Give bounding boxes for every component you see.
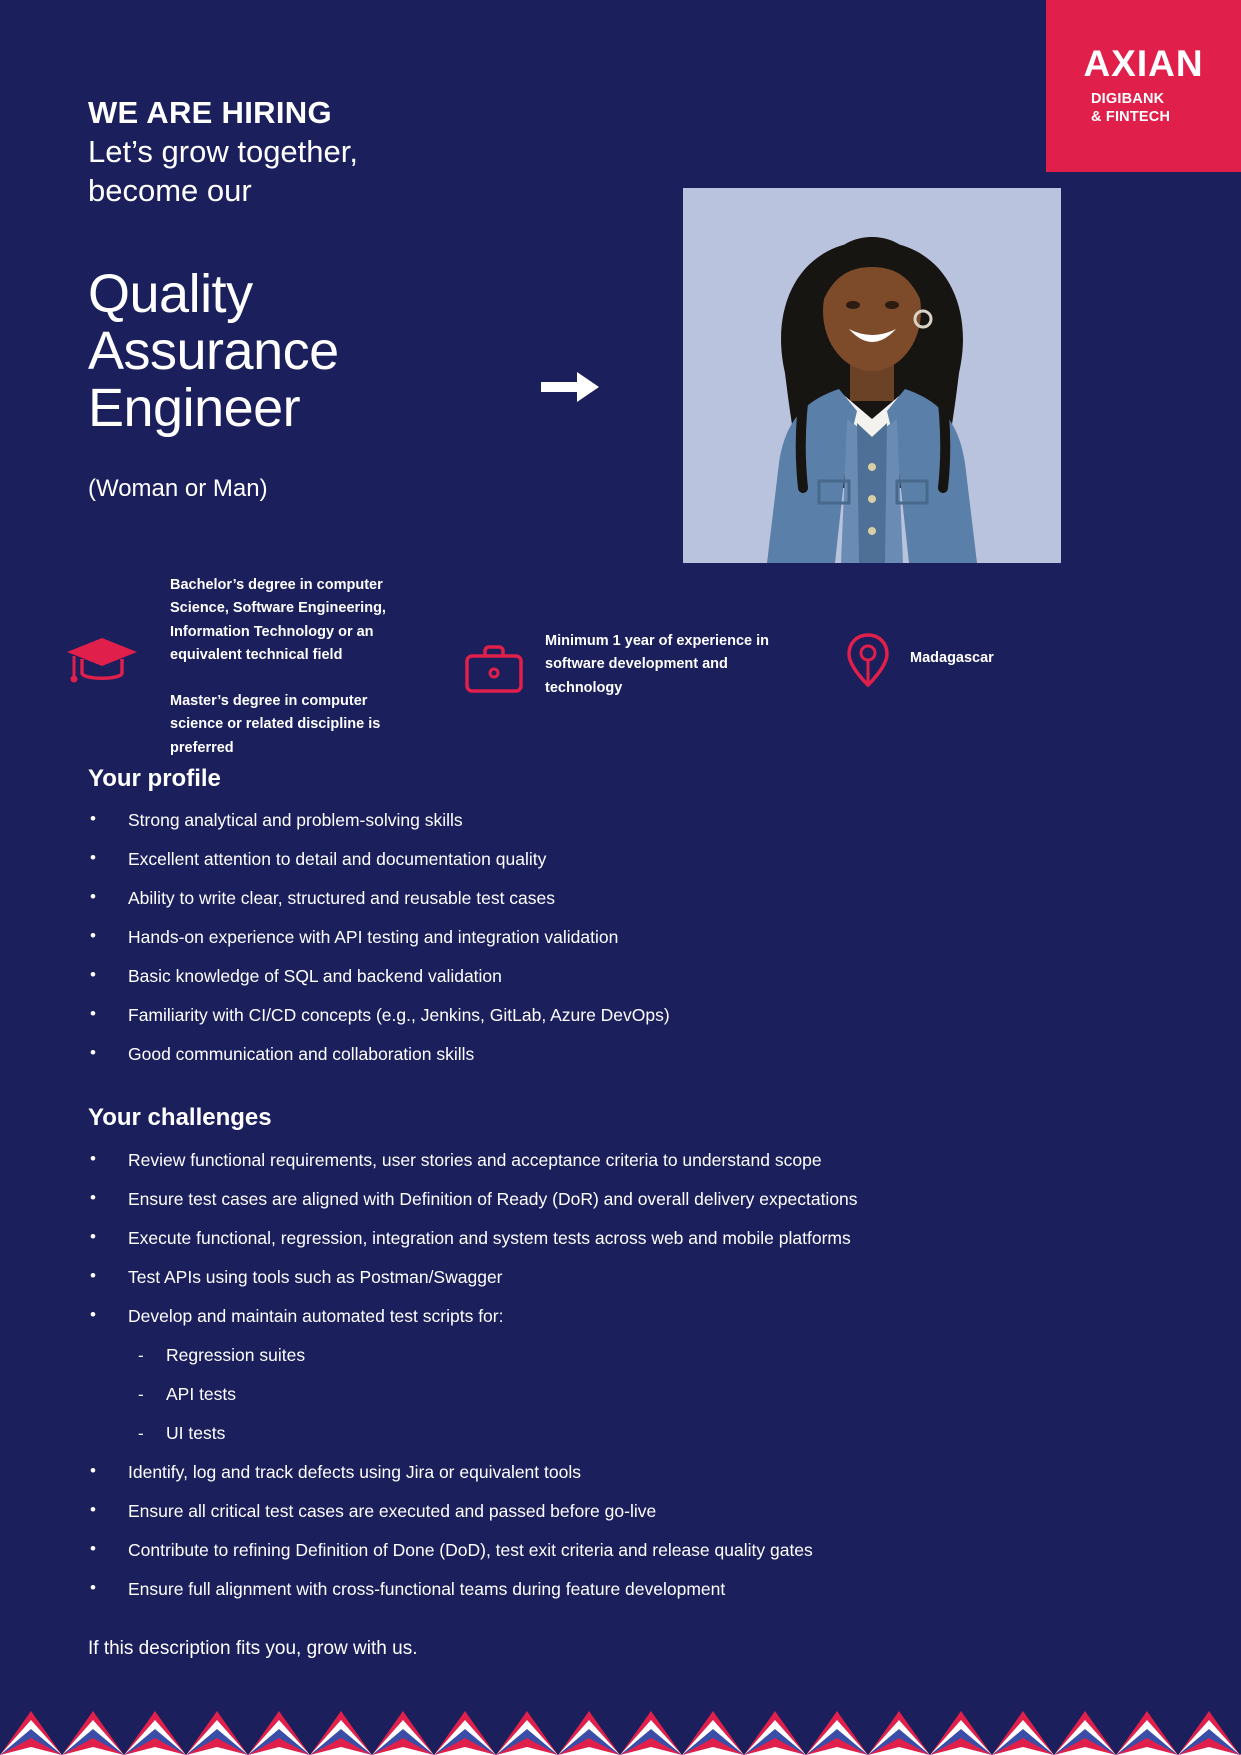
list-item: • Develop and maintain automated test scripts for: [88, 1308, 1148, 1326]
list-item: • Excellent attention to detail and documentation quality [88, 851, 1148, 869]
job-title-line-3: Engineer [88, 378, 301, 439]
list-item: • Identify, log and track defects using Jira or equivalent tools [88, 1464, 1148, 1482]
list-item: • Ensure full alignment with cross-functional teams during feature development [88, 1581, 1148, 1599]
challenges-list [88, 1152, 1148, 1620]
list-item: - UI tests [88, 1425, 1148, 1443]
list-item: • Contribute to refining Definition of Done (DoD), test exit criteria and release quality gates [88, 1542, 1148, 1560]
hiring-line: WE ARE HIRING [88, 95, 332, 130]
job-title [88, 266, 648, 438]
list-item: • Basic knowledge of SQL and backend validation [88, 968, 1148, 986]
brand-logo-subtitle-line1: DIGIBANK [1091, 91, 1165, 108]
job-title-line-2: Assurance [88, 321, 339, 382]
footer-pattern [0, 1705, 1241, 1755]
headline-block [88, 95, 608, 209]
list-item: - Regression suites [88, 1347, 1148, 1365]
list-item: • Hands-on experience with API testing and integration validation [88, 929, 1148, 947]
list-item: • Good communication and collaboration skills [88, 1046, 1148, 1064]
photo-illustration [707, 223, 1037, 563]
profile-list [88, 812, 1148, 1085]
briefcase-icon [463, 643, 525, 695]
education-requirement-text: Bachelor’s degree in computer Science, Software Engineering, Information Technology or an equivalent technical field [170, 577, 386, 664]
job-subtitle: (Woman or Man) [88, 475, 268, 502]
tagline-line-1: Let’s grow together, [88, 133, 358, 169]
list-item: • Familiarity with CI/CD concepts (e.g., Jenkins, GitLab, Azure DevOps) [88, 1007, 1148, 1025]
brand-logo-wordmark: AXIAN [1083, 43, 1204, 85]
job-title-line-1: Quality [88, 264, 253, 324]
tagline-line-2: become our [88, 172, 252, 208]
experience-requirement-text: Minimum 1 year of experience in software development and technology [545, 633, 770, 696]
list-item: • Execute functional, regression, integration and system tests across web and mobile platforms [88, 1230, 1148, 1248]
location-text: Madagascar [910, 650, 994, 666]
list-item: • Review functional requirements, user stories and acceptance criteria to understand scope [88, 1152, 1148, 1170]
challenges-section-title: Your challenges [88, 1104, 272, 1131]
list-item: • Test APIs using tools such as Postman/Swagger [88, 1269, 1148, 1287]
list-item: • Ensure test cases are aligned with Definition of Ready (DoR) and overall delivery expectations [88, 1191, 1148, 1209]
arrow-right-icon [541, 369, 601, 405]
closing-statement: If this description fits you, grow with us. [88, 1638, 418, 1659]
brand-logo-block [1046, 0, 1241, 172]
zigzag-chevron-band [0, 1705, 1241, 1755]
list-item: • Strong analytical and problem-solving skills [88, 812, 1148, 830]
location-pin-icon [843, 630, 893, 692]
brand-logo-subtitle-line2: & FINTECH [1091, 109, 1171, 125]
brand-logo-subtitle [1091, 91, 1196, 126]
education-preferred-text: Master’s degree in computer science or related discipline is preferred [170, 693, 381, 756]
profile-section-title: Your profile [88, 765, 221, 792]
graduation-cap-icon [62, 632, 142, 687]
list-item: - API tests [88, 1386, 1148, 1404]
list-item: • Ensure all critical test cases are executed and passed before go-live [88, 1503, 1148, 1521]
list-item: • Ability to write clear, structured and reusable test cases [88, 890, 1148, 908]
candidate-photo [683, 188, 1061, 563]
